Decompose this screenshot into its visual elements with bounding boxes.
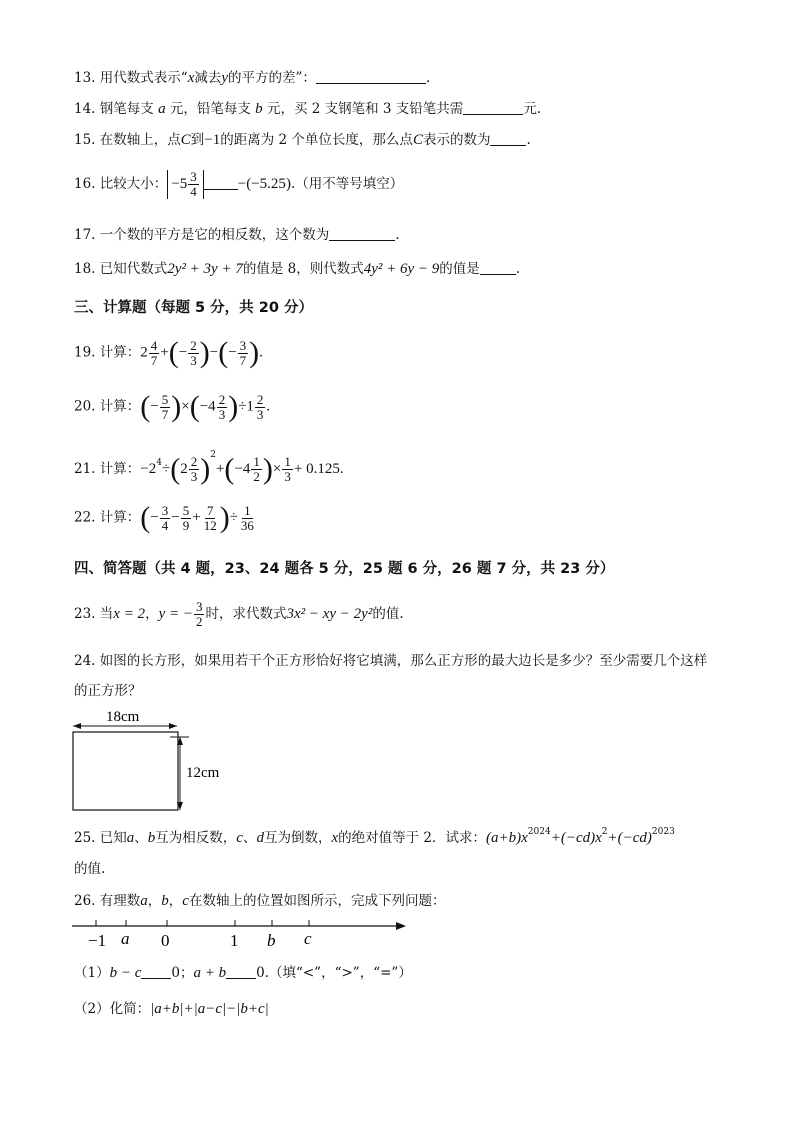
question-25 — [74, 822, 675, 848]
term-1: (a+b)x — [486, 830, 528, 846]
q15-end: . — [526, 132, 531, 148]
term-3: +(−cd) — [607, 830, 652, 846]
expression-1: 2y² + 3y + 7 — [167, 261, 243, 277]
fraction — [189, 455, 200, 484]
numerator: 3 — [239, 337, 247, 353]
numerator: 1 — [253, 454, 260, 469]
var-x: x — [187, 70, 195, 86]
y-equation: y = − — [158, 606, 193, 622]
question-number: 23. — [74, 606, 96, 622]
fraction — [251, 455, 262, 484]
q14-text-a: 钢笔每支 — [99, 101, 154, 117]
question-13 — [74, 68, 430, 88]
absolute-value — [167, 170, 203, 199]
q15-text-c: 的距离为 2 个单位长度，那么点 — [220, 132, 413, 148]
var-c: c — [236, 830, 243, 846]
q18-text-b: 的值是 8，则代数式 — [242, 261, 364, 277]
q14-text-c: 元，买 2 支钢笔和 3 支铅笔共需 — [266, 101, 464, 117]
q26-part-2 — [74, 999, 269, 1019]
var-c: c — [182, 893, 189, 909]
var-b: b — [161, 893, 169, 909]
q15-text-b: 到 — [190, 132, 205, 148]
question-19: 19. 计算：2 $\frac{4}{7}$ +(− $\frac{2}{3}$ )−(− $\frac{3}{7}$ ). — [74, 336, 263, 369]
axis-ticks — [96, 920, 309, 926]
exponent: 4 — [156, 458, 162, 468]
label-zero: 0 — [161, 931, 170, 950]
fraction — [160, 393, 171, 422]
var-c: C — [412, 132, 423, 148]
q24-line-1: 如图的长方形，如果用若干个正方形恰好将它填满，那么正方形的最大边长是多少？至少需要几个这样 — [99, 653, 708, 669]
section-heading-3: 三、计算题（每题 5 分，共 20 分） — [74, 300, 313, 316]
question-20: 20. 计算：(− $\frac{5}{7}$ )×(−4 $\frac{2}{3}$ )÷1 $\frac{2}{3}$ . — [74, 390, 271, 423]
question-number: 16. — [74, 176, 96, 192]
numerator: 7 — [206, 502, 214, 518]
fraction — [282, 455, 293, 484]
value: −5.25 — [251, 176, 286, 192]
answer-blank[interactable] — [329, 226, 395, 241]
expression-a-plus-b: a + b — [193, 965, 227, 981]
expression: 3x² − xy − 2y² — [286, 606, 373, 622]
q25-line-2: 的值. — [74, 861, 106, 877]
q13-text-c: 的平方的差”： — [228, 70, 316, 86]
height-label: 12cm — [186, 765, 220, 781]
q24-line-2: 的正方形？ — [74, 683, 142, 699]
question-number: 25. — [74, 830, 96, 846]
question-number: 26. — [74, 893, 96, 909]
numerator: 2 — [190, 337, 197, 353]
q26-text-b: 在数轴上的位置如图所示，完成下列问题： — [188, 893, 446, 909]
answer-blank[interactable] — [141, 964, 171, 979]
question-number: 18. — [74, 261, 96, 277]
expression-2: 4y² + 6y − 9 — [363, 261, 440, 277]
q15-text-d: 表示的数为 — [422, 132, 491, 148]
q23-text-a: 当 — [99, 606, 114, 622]
answer-blank[interactable] — [316, 69, 426, 84]
fraction — [239, 504, 256, 533]
question-18 — [74, 259, 520, 279]
denominator: 3 — [256, 406, 264, 422]
label-one: 1 — [230, 931, 239, 950]
fraction — [238, 339, 249, 368]
numerator: 2 — [256, 391, 264, 407]
whole-part: 1 — [246, 398, 254, 415]
question-number: 21. — [74, 461, 96, 477]
denominator: 7 — [239, 352, 247, 368]
q26-part-1 — [74, 963, 412, 983]
answer-blank[interactable] — [226, 964, 256, 979]
section-heading-4: 四、简答题（共 4 题，23、24 题各 5 分，25 题 6 分，26 题 7 分，共 23 分） — [74, 561, 615, 577]
calc-label: 计算： — [99, 461, 141, 477]
exponent: 2024 — [527, 827, 551, 837]
var-d: d — [256, 830, 264, 846]
denominator: 36 — [240, 517, 254, 533]
label-c: c — [304, 929, 312, 948]
whole-part: −5 — [171, 176, 188, 192]
neg-one: −1 — [204, 132, 221, 148]
q25-text-c: 互为倒数， — [263, 830, 332, 846]
denominator: 3 — [190, 469, 198, 484]
var-b: b — [255, 101, 263, 117]
q18-text-c: 的值是 — [439, 261, 480, 277]
question-number: 22. — [74, 509, 96, 526]
fraction — [194, 600, 205, 629]
q15-text-a: 在数轴上，点 — [99, 132, 181, 148]
q14-text-b: 元，铅笔每支 — [169, 101, 251, 117]
question-26: 26. 有理数a，b，c在数轴上的位置如图所示，完成下列问题： — [74, 893, 446, 909]
q26-p1-d: 0.（填“<”，“>”，“=”） — [256, 965, 412, 981]
number-line — [66, 912, 416, 952]
q13-text-a: 用代数式表示“ — [99, 70, 188, 86]
question-22: 22. 计算：(− $\frac{3}{4}$ − $\frac{5}{9}$ + $\frac{7}{12}$ )÷ $\frac{1}{36}$ — [74, 501, 254, 534]
question-24 — [74, 651, 707, 671]
exponent: 2 — [601, 827, 608, 837]
separator: 、 — [242, 830, 257, 846]
numerator: 2 — [190, 454, 198, 469]
var-c: C — [180, 132, 191, 148]
q14-end: 元. — [523, 101, 542, 117]
x-equation: x = 2 — [113, 606, 146, 622]
q13-text-b: 减去 — [194, 70, 222, 86]
exponent: 2023 — [651, 827, 675, 837]
width-label: 18cm — [106, 709, 140, 725]
numerator: 1 — [284, 454, 291, 469]
question-number: 24. — [74, 653, 96, 669]
part-label: （2）化简： — [74, 1001, 151, 1017]
q26-p1-b: 0； — [171, 965, 194, 981]
minus-sign: − — [237, 176, 247, 192]
denominator: 12 — [203, 517, 217, 533]
q23-text-b: ， — [145, 606, 159, 622]
denominator: 9 — [182, 517, 190, 533]
arrow-head-right — [169, 723, 177, 729]
question-number: 19. — [74, 344, 96, 361]
question-number: 13. — [74, 70, 96, 86]
question-21: 21. 计算：$-2^4\div(2$ $\frac{2}{3}$ )$^2$+(−4 $\frac{1}{2}$ )× $\frac{1}{3}$ + 0.125. — [74, 450, 344, 486]
part-label: （1） — [74, 965, 110, 981]
separator: 、 — [134, 830, 148, 846]
denominator: 3 — [218, 406, 226, 422]
label-neg-one: −1 — [88, 931, 107, 950]
q16-text-a: 比较大小： — [99, 176, 168, 192]
numerator: 4 — [150, 337, 158, 353]
denominator: 2 — [253, 469, 260, 484]
rectangle — [73, 732, 178, 810]
expression-b-minus-c: b − c — [109, 965, 142, 981]
fraction — [160, 504, 171, 533]
fraction — [217, 393, 228, 422]
whole-part: −4 — [199, 398, 216, 415]
base: −2 — [140, 461, 157, 477]
simplify-expression: |a+b|+|a−c|−|b+c| — [150, 1001, 269, 1017]
denominator: 4 — [161, 517, 169, 533]
numerator: 5 — [182, 502, 190, 518]
question-23 — [74, 600, 404, 629]
fraction — [181, 504, 192, 533]
fraction — [255, 393, 266, 422]
denominator: 7 — [161, 406, 169, 422]
q25-text-b: 互为相反数， — [155, 830, 237, 846]
fraction — [149, 339, 160, 368]
arrow-head-left — [73, 723, 81, 729]
axis-arrow — [396, 922, 406, 930]
answer-blank[interactable] — [490, 131, 526, 146]
numerator: 3 — [190, 169, 197, 184]
numerator: 2 — [218, 391, 226, 407]
question-number: 17. — [74, 227, 96, 243]
q25-text-a: 已知 — [99, 830, 127, 846]
question-16: 16. 比较大小： −5 $\frac{3}{4}$ −(−5.25).（用不等号填空） — [74, 169, 404, 199]
calc-label: 计算： — [99, 398, 141, 415]
question-number: 14. — [74, 101, 96, 117]
question-14 — [74, 99, 541, 119]
q23-text-c: 时，求代数式 — [205, 606, 287, 622]
q17-text-a: 一个数的平方是它的相反数，这个数为 — [99, 227, 330, 243]
numerator: 3 — [161, 502, 169, 518]
whole-part: 2 — [140, 344, 148, 361]
q18-text-a: 已知代数式 — [99, 261, 168, 277]
fraction — [188, 339, 199, 368]
denominator: 7 — [150, 352, 158, 368]
q25-text-d: 的绝对值等于 2．试求： — [338, 830, 487, 846]
denominator: 3 — [284, 469, 291, 484]
numerator: 1 — [244, 502, 251, 518]
q26-text-a: 有理数 — [99, 893, 141, 909]
label-a: a — [121, 929, 130, 948]
q16-end: .（用不等号填空） — [290, 176, 404, 192]
whole-part: 2 — [180, 461, 188, 477]
term-2: +(−cd)x — [550, 830, 602, 846]
exponent: 2 — [210, 450, 216, 460]
var-x: x — [331, 830, 339, 846]
denominator: 3 — [190, 352, 197, 368]
numerator: 5 — [161, 391, 169, 407]
denominator: 2 — [195, 614, 203, 629]
var-a: a — [158, 101, 166, 117]
fraction — [188, 170, 199, 199]
q13-end: . — [425, 70, 431, 86]
question-17 — [74, 225, 400, 245]
denominator: 4 — [190, 184, 197, 199]
fraction — [202, 504, 219, 533]
var-a: a — [126, 830, 135, 846]
whole-part: −4 — [234, 461, 251, 477]
var-y: y — [221, 70, 229, 86]
tail: + 0.125 — [293, 461, 340, 477]
question-15 — [74, 130, 531, 150]
var-b: b — [147, 830, 156, 846]
q23-end: 的值. — [372, 606, 404, 622]
calc-label: 计算： — [99, 344, 141, 361]
question-number: 15. — [74, 132, 96, 148]
q17-end: . — [395, 227, 400, 243]
rectangle-figure — [60, 700, 260, 816]
answer-blank[interactable] — [204, 175, 238, 190]
answer-blank[interactable] — [463, 100, 523, 115]
question-number: 20. — [74, 398, 96, 415]
answer-blank[interactable] — [480, 260, 516, 275]
label-b: b — [267, 931, 276, 950]
numerator: 3 — [195, 599, 203, 614]
var-a: a — [140, 893, 148, 909]
calc-label: 计算： — [99, 509, 141, 526]
q18-end: . — [515, 261, 521, 277]
